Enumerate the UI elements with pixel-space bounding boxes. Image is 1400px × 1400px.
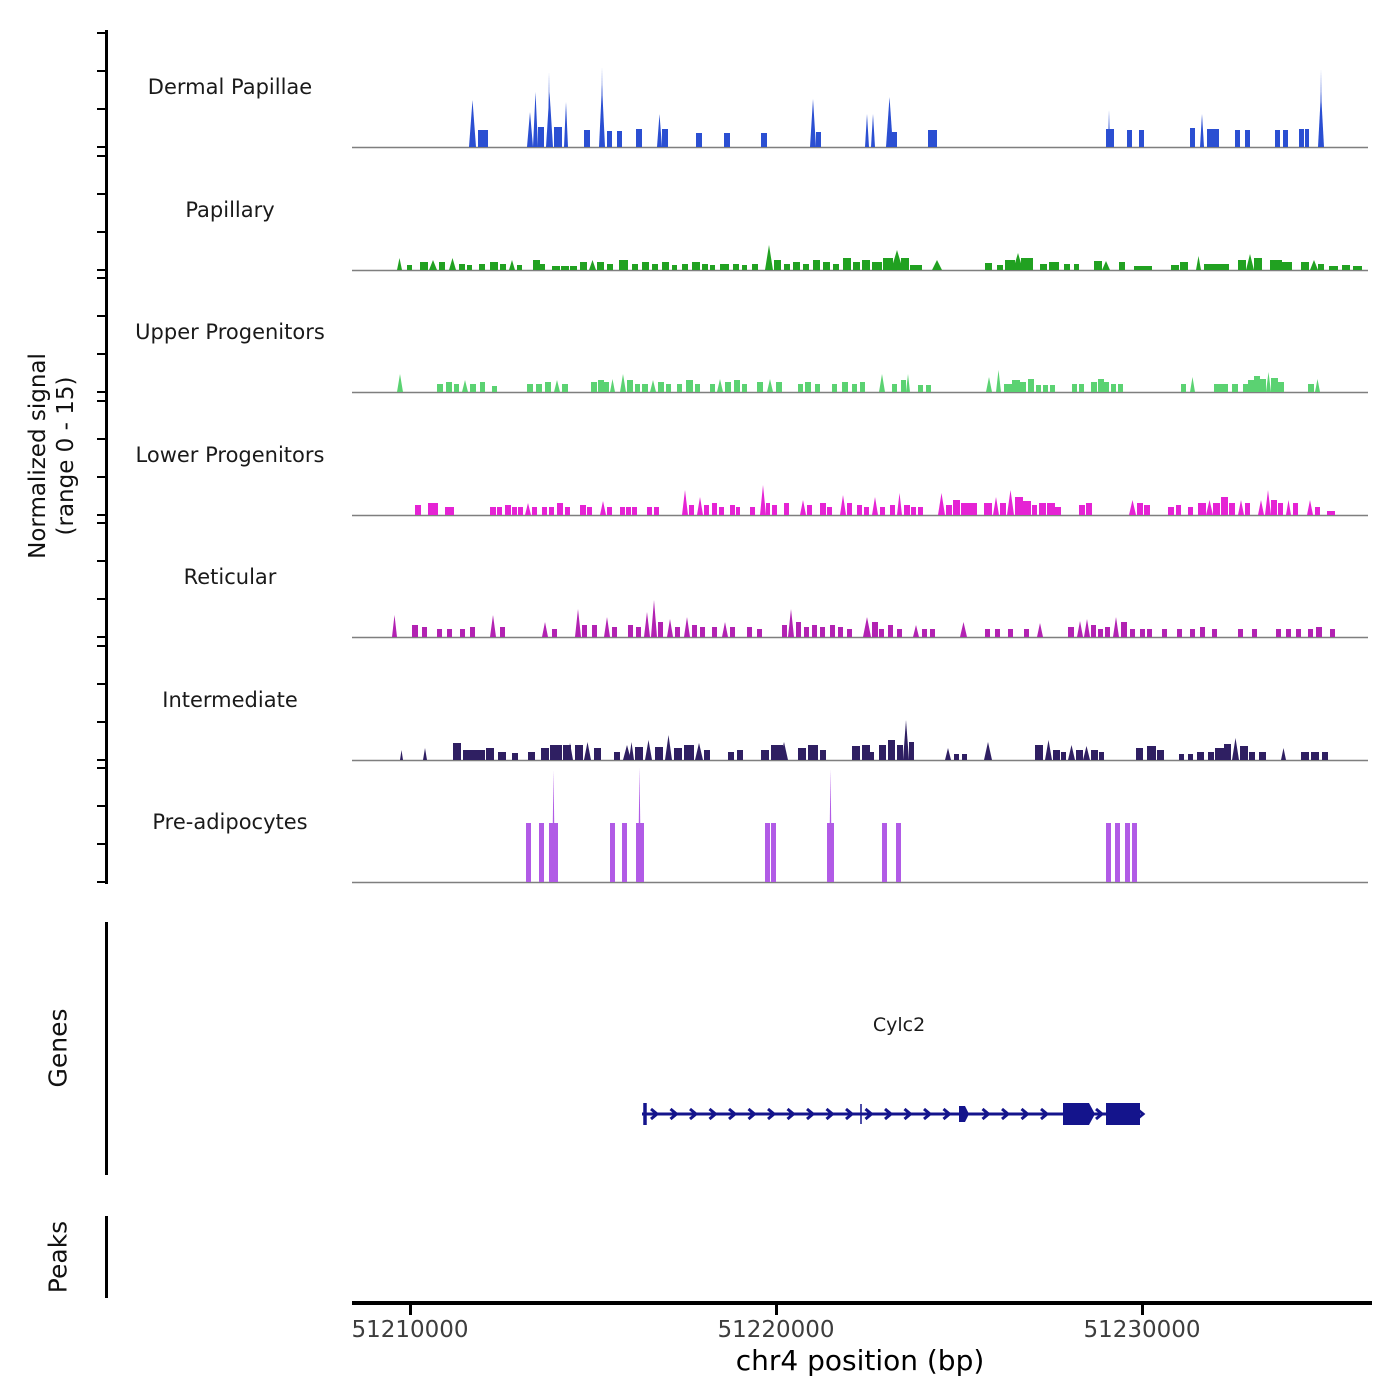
track-label-upper-progenitors: Upper Progenitors bbox=[135, 320, 325, 344]
track-label-reticular: Reticular bbox=[183, 565, 277, 589]
signal-track-papillary bbox=[352, 155, 1368, 272]
signal-y-axis-line bbox=[105, 30, 108, 884]
y-axis-tick bbox=[97, 277, 105, 279]
gene-exon-box-1 bbox=[1063, 1103, 1095, 1125]
y-axis-tick bbox=[97, 146, 105, 148]
y-axis-label-line2: (range 0 - 15) bbox=[53, 376, 79, 536]
y-axis-tick bbox=[97, 721, 105, 723]
peaks-section-label: Peaks bbox=[43, 1220, 73, 1294]
y-axis-tick bbox=[97, 560, 105, 562]
signal-track-dermal-papillae bbox=[352, 32, 1368, 149]
y-axis-tick bbox=[97, 32, 105, 34]
gene-model-cylc2 bbox=[352, 1000, 1368, 1160]
y-axis-tick bbox=[97, 759, 105, 761]
track-label-dermal-papillae: Dermal Papillae bbox=[147, 75, 313, 99]
y-axis-tick bbox=[97, 231, 105, 233]
y-axis-tick bbox=[97, 645, 105, 647]
genes-section-label: Genes bbox=[43, 1008, 73, 1088]
y-axis-tick bbox=[97, 805, 105, 807]
signal-track-reticular bbox=[352, 522, 1368, 639]
y-axis-tick bbox=[97, 315, 105, 317]
signal-bars-dermal-papillae bbox=[469, 67, 1324, 147]
y-axis-tick bbox=[97, 683, 105, 685]
signal-bars-reticular bbox=[392, 600, 1335, 637]
signal-bars-intermediate bbox=[400, 720, 1328, 760]
y-axis-tick bbox=[97, 514, 105, 516]
y-axis-tick bbox=[97, 881, 105, 883]
y-axis-tick bbox=[97, 400, 105, 402]
y-axis-tick bbox=[97, 636, 105, 638]
x-axis-line bbox=[352, 1301, 1372, 1305]
x-axis-title: chr4 position (bp) bbox=[735, 1344, 985, 1377]
y-axis-tick bbox=[97, 193, 105, 195]
y-axis-label-line1: Normalized signal bbox=[25, 353, 51, 559]
genes-axis-line bbox=[105, 922, 108, 1175]
y-axis-tick bbox=[97, 843, 105, 845]
x-axis-tick-3 bbox=[1141, 1305, 1144, 1315]
signal-bars-pre-adipocytes bbox=[526, 767, 1137, 882]
x-axis-tick-label-3: 51230000 bbox=[1083, 1317, 1201, 1343]
y-axis-tick bbox=[97, 70, 105, 72]
track-label-pre-adipocytes: Pre-adipocytes bbox=[152, 810, 308, 834]
track-label-lower-progenitors: Lower Progenitors bbox=[135, 443, 325, 467]
y-axis-tick bbox=[97, 522, 105, 524]
y-axis-tick bbox=[97, 767, 105, 769]
track-label-papillary: Papillary bbox=[185, 198, 275, 222]
y-axis-tick bbox=[97, 438, 105, 440]
x-axis-tick-1 bbox=[409, 1305, 412, 1315]
signal-track-pre-adipocytes bbox=[352, 767, 1368, 884]
y-axis-tick bbox=[97, 269, 105, 271]
signal-bars-papillary bbox=[397, 245, 1362, 270]
signal-track-intermediate bbox=[352, 645, 1368, 762]
y-axis-tick bbox=[97, 155, 105, 157]
y-axis-tick bbox=[97, 353, 105, 355]
gene-exon-box-2 bbox=[1106, 1103, 1140, 1125]
y-axis-tick bbox=[97, 108, 105, 110]
signal-track-upper-progenitors bbox=[352, 277, 1368, 394]
signal-bars-lower-progenitors bbox=[415, 485, 1335, 515]
gene-small-exon bbox=[959, 1106, 969, 1122]
peaks-axis-line bbox=[105, 1216, 108, 1298]
signal-track-lower-progenitors bbox=[352, 400, 1368, 517]
x-axis-tick-2 bbox=[775, 1305, 778, 1315]
x-axis-tick-label-2: 51220000 bbox=[717, 1317, 835, 1343]
signal-bars-upper-progenitors bbox=[397, 370, 1320, 392]
y-axis-tick bbox=[97, 598, 105, 600]
gene-name-label: Cylc2 bbox=[872, 1014, 926, 1036]
track-label-intermediate: Intermediate bbox=[162, 688, 298, 712]
x-axis-tick-label-1: 51210000 bbox=[351, 1317, 469, 1343]
y-axis-tick bbox=[97, 391, 105, 393]
y-axis-tick bbox=[97, 476, 105, 478]
